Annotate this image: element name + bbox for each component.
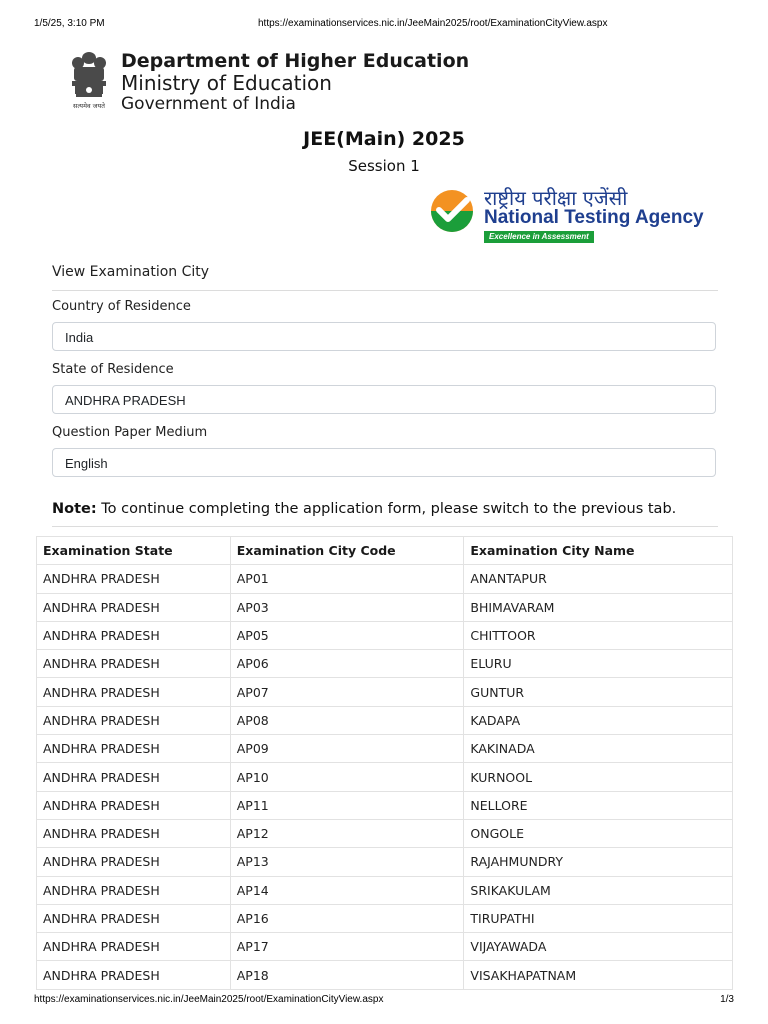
cell-exam-state: ANDHRA PRADESH [37,593,231,621]
exam-city-table [36,536,733,990]
nta-logo-icon [429,188,475,234]
cell-exam-state: ANDHRA PRADESH [37,621,231,649]
cell-city-name: CHITTOOR [464,621,733,649]
cell-city-code: AP17 [230,933,464,961]
cell-exam-state: ANDHRA PRADESH [37,735,231,763]
nta-tagline: Excellence in Assessment [484,231,594,243]
nta-english-name: National Testing Agency [484,207,704,228]
cell-exam-state: ANDHRA PRADESH [37,650,231,678]
table-row [37,848,733,876]
country-value: India [65,330,94,345]
cell-city-name: GUNTUR [464,678,733,706]
department-header [121,50,469,114]
page-number: 1/3 [720,994,734,1005]
cell-city-name: ANANTAPUR [464,565,733,593]
cell-city-code: AP06 [230,650,464,678]
cell-city-code: AP09 [230,735,464,763]
state-value: ANDHRA PRADESH [65,393,186,408]
cell-exam-state: ANDHRA PRADESH [37,876,231,904]
cell-city-code: AP13 [230,848,464,876]
nta-hindi-name: राष्ट्रीय परीक्षा एजेंसी [484,186,628,210]
cell-city-code: AP01 [230,565,464,593]
table-row [37,763,733,791]
cell-city-code: AP08 [230,706,464,734]
table-row [37,933,733,961]
cell-city-code: AP03 [230,593,464,621]
note-label: Note: [52,501,97,517]
table-row [37,791,733,819]
cell-exam-state: ANDHRA PRADESH [37,763,231,791]
cell-city-name: KAKINADA [464,735,733,763]
cell-city-name: VIJAYAWADA [464,933,733,961]
cell-exam-state: ANDHRA PRADESH [37,933,231,961]
cell-exam-state: ANDHRA PRADESH [37,565,231,593]
table-row [37,565,733,593]
cell-city-name: SRIKAKULAM [464,876,733,904]
divider [52,290,718,291]
national-emblem-icon [66,50,112,112]
cell-exam-state: ANDHRA PRADESH [37,848,231,876]
cell-exam-state: ANDHRA PRADESH [37,904,231,932]
country-label: Country of Residence [52,299,191,314]
exam-title: JEE(Main) 2025 [303,128,465,150]
print-datetime: 1/5/25, 3:10 PM [34,18,105,29]
header-city-name: Examination City Name [464,537,733,565]
cell-city-code: AP14 [230,876,464,904]
cell-exam-state: ANDHRA PRADESH [37,706,231,734]
cell-exam-state: ANDHRA PRADESH [37,819,231,847]
note-text: To continue completing the application form, please switch to the previous tab. [96,501,677,517]
note [52,501,676,517]
cell-city-name: BHIMAVARAM [464,593,733,621]
government-name: Government of India [121,94,296,114]
cell-city-name: KURNOOL [464,763,733,791]
cell-city-name: NELLORE [464,791,733,819]
header-exam-state: Examination State [37,537,231,565]
table-row [37,706,733,734]
table-row [37,678,733,706]
medium-label: Question Paper Medium [52,425,208,440]
cell-city-name: VISAKHAPATNAM [464,961,733,989]
cell-city-code: AP16 [230,904,464,932]
state-label: State of Residence [52,362,174,377]
state-field[interactable] [52,385,716,414]
medium-value: English [65,456,108,471]
cell-city-code: AP11 [230,791,464,819]
table-row [37,819,733,847]
divider [52,526,718,527]
exam-session: Session 1 [348,157,420,175]
medium-field[interactable] [52,448,716,477]
cell-city-code: AP07 [230,678,464,706]
country-field[interactable] [52,322,716,351]
section-title: View Examination City [52,264,210,280]
footer-url: https://examinationservices.nic.in/JeeMain2025/root/ExaminationCityView.aspx [34,994,384,1005]
table-row [37,735,733,763]
cell-city-name: KADAPA [464,706,733,734]
table-row [37,621,733,649]
dept-name: Department of Higher Education [121,50,470,72]
table-row [37,961,733,989]
cell-city-code: AP05 [230,621,464,649]
cell-city-name: ONGOLE [464,819,733,847]
table-row [37,650,733,678]
table-row [37,904,733,932]
emblem-motto: सत्यमेव जयते [73,102,105,110]
table-row [37,593,733,621]
cell-exam-state: ANDHRA PRADESH [37,678,231,706]
table-row [37,876,733,904]
cell-exam-state: ANDHRA PRADESH [37,791,231,819]
cell-city-name: RAJAHMUNDRY [464,848,733,876]
cell-city-code: AP18 [230,961,464,989]
cell-city-name: ELURU [464,650,733,678]
header-city-code: Examination City Code [230,537,464,565]
print-url: https://examinationservices.nic.in/JeeMain2025/root/ExaminationCityView.aspx [258,18,608,29]
cell-city-code: AP12 [230,819,464,847]
cell-city-code: AP10 [230,763,464,791]
cell-city-name: TIRUPATHI [464,904,733,932]
ministry-name: Ministry of Education [121,71,332,95]
cell-exam-state: ANDHRA PRADESH [37,961,231,989]
table-header-row [37,537,733,565]
